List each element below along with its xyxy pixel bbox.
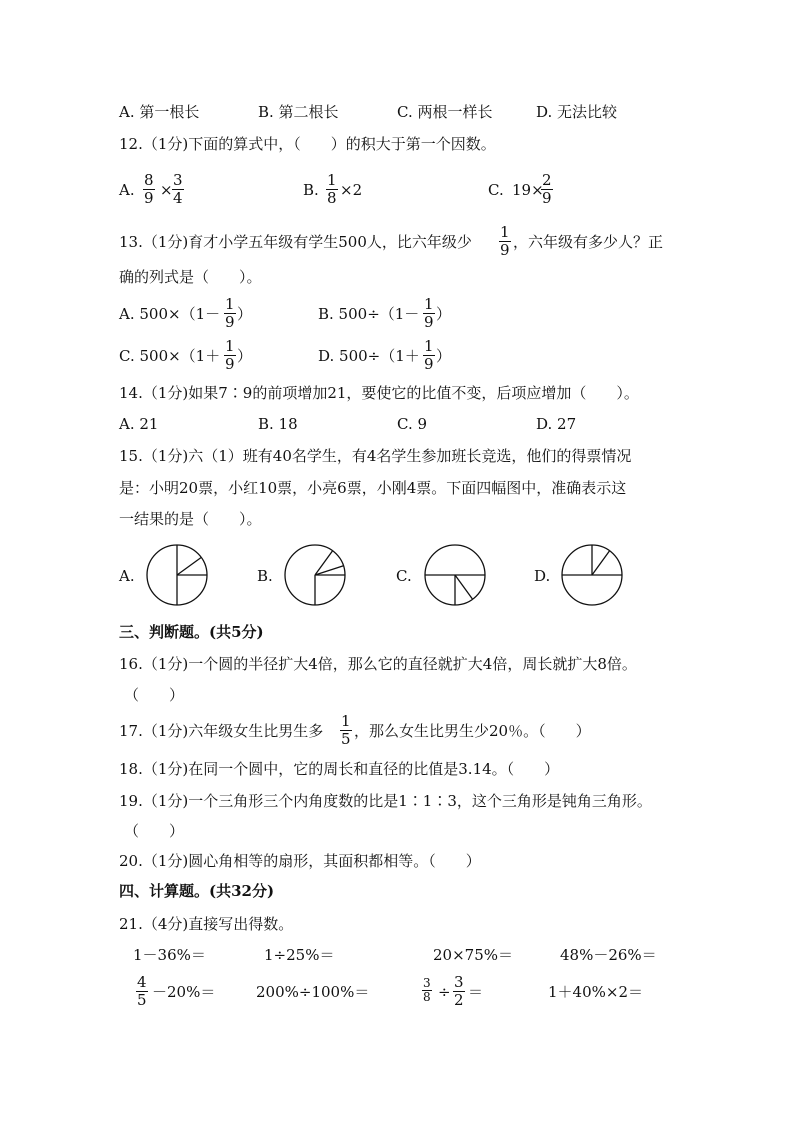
q13-d-frac xyxy=(423,338,435,373)
q12-stem: 12.（1分)下面的算式中，（ ）的积大于第一个因数。 xyxy=(119,135,496,153)
q14-option-c[interactable]: C. 9 xyxy=(397,415,428,433)
pie-chart-c xyxy=(423,543,487,607)
q13-a-frac xyxy=(224,296,236,331)
q13-c-pre: C. 500×（1＋ xyxy=(119,347,221,365)
denominator: 2 xyxy=(454,991,464,1009)
calc-post: ＝ xyxy=(468,983,484,1001)
q21-stem: 21.（4分)直接写出得数。 xyxy=(119,915,294,933)
denominator: 9 xyxy=(225,355,235,373)
numerator: 1 xyxy=(424,337,434,355)
q17-post: ，那么女生比男生少20％。（ ） xyxy=(354,722,591,740)
divide-sign: ÷ xyxy=(438,983,451,1001)
calc-frac-small xyxy=(422,977,432,1004)
numerator: 4 xyxy=(137,973,147,991)
q17-pre: 17.（1分)六年级女生比男生多 xyxy=(119,722,324,740)
q17-frac xyxy=(340,713,352,748)
denominator: 9 xyxy=(225,313,235,331)
q15-b-label: B. xyxy=(257,567,273,585)
q13-c-post: ） xyxy=(237,347,253,365)
calc-frac xyxy=(136,974,148,1009)
q12-c-frac xyxy=(541,172,553,207)
denominator: 9 xyxy=(500,241,510,259)
q14-option-b[interactable]: B. 18 xyxy=(258,415,298,433)
numerator: 1 xyxy=(225,337,235,355)
q13-a-pre: A. 500×（1－ xyxy=(119,305,221,323)
q15-c-label: C. xyxy=(396,567,412,585)
calc-item: 1－36%＝ xyxy=(133,946,206,964)
q13-line1: 13.（1分)育才小学五年级有学生500人，比六年级少 xyxy=(119,233,472,251)
denominator: 9 xyxy=(424,313,434,331)
denominator: 4 xyxy=(173,189,183,207)
q12-c-label: C. xyxy=(488,181,504,199)
numerator: 1 xyxy=(500,223,510,241)
denominator: 8 xyxy=(327,189,337,207)
q12-a-frac1 xyxy=(143,172,155,207)
times-sign: × xyxy=(160,181,173,199)
pie-chart-a xyxy=(145,543,209,607)
denominator: 9 xyxy=(424,355,434,373)
q20-text: 20.（1分)圆心角相等的扇形，其面积都相等。（ ） xyxy=(119,852,481,870)
q16-answer-blank[interactable]: （ ） xyxy=(124,686,185,704)
q18-text: 18.（1分)在同一个圆中，它的周长和直径的比值是3.14。（ ） xyxy=(119,760,560,778)
q13-line2: 确的列式是（ ）。 xyxy=(119,268,262,286)
numerator: 3 xyxy=(173,171,183,189)
q13-a-post: ） xyxy=(237,305,253,323)
numerator: 2 xyxy=(542,171,552,189)
q15-d-label: D. xyxy=(534,567,551,585)
denominator: 5 xyxy=(137,991,147,1009)
q13-c-frac xyxy=(224,338,236,373)
denominator: 8 xyxy=(423,990,431,1004)
q11-option-b[interactable]: B. 第二根长 xyxy=(258,103,339,121)
q13-b-pre: B. 500÷（1－ xyxy=(318,305,420,323)
numerator: 3 xyxy=(454,973,464,991)
q13-d-pre: D. 500÷（1＋ xyxy=(318,347,420,365)
q11-option-d[interactable]: D. 无法比较 xyxy=(536,103,618,121)
q15-line1: 15.（1分)六（1）班有40名学生，有4名学生参加班长竞选，他们的得票情况 xyxy=(119,447,632,465)
pie-chart-b xyxy=(283,543,347,607)
q12-a-frac2 xyxy=(172,172,184,207)
calc-post: －20%＝ xyxy=(152,983,216,1001)
q13-line1-tail: ，六年级有多少人？正 xyxy=(513,233,664,251)
calc-item: 20×75%＝ xyxy=(433,946,513,964)
section-4-title: 四、计算题。(共32分) xyxy=(119,882,275,900)
numerator: 1 xyxy=(225,295,235,313)
numerator: 8 xyxy=(144,171,154,189)
denominator: 5 xyxy=(341,730,351,748)
denominator: 9 xyxy=(542,189,552,207)
q13-b-frac xyxy=(423,296,435,331)
q19-line1: 19.（1分)一个三角形三个内角度数的比是1∶1∶3，这个三角形是钝角三角形。 xyxy=(119,792,652,810)
section-3-title: 三、判断题。(共5分) xyxy=(119,623,264,641)
q12-a-label: A. xyxy=(119,181,135,199)
numerator: 1 xyxy=(341,712,351,730)
q13-frac xyxy=(499,224,511,259)
q19-answer-blank[interactable]: （ ） xyxy=(124,822,185,840)
q14-stem: 14.（1分)如果7∶9的前项增加21，要使它的比值不变，后项应增加（ ）。 xyxy=(119,384,639,402)
q12-b-frac xyxy=(326,172,338,207)
calc-frac xyxy=(453,974,465,1009)
pie-chart-d xyxy=(560,543,624,607)
q14-option-d[interactable]: D. 27 xyxy=(536,415,577,433)
calc-item: 1＋40%×2＝ xyxy=(548,983,643,1001)
q14-option-a[interactable]: A. 21 xyxy=(119,415,159,433)
numerator: 3 xyxy=(423,976,431,990)
q12-b-label: B. xyxy=(303,181,319,199)
q13-d-post: ） xyxy=(436,347,452,365)
q12-b-tail: ×2 xyxy=(340,181,363,199)
denominator: 9 xyxy=(144,189,154,207)
q15-a-label: A. xyxy=(119,567,135,585)
calc-item: 1÷25%＝ xyxy=(264,946,335,964)
q15-line2: 是：小明20票，小红10票，小亮6票，小刚4票。下面四幅图中，准确表示这 xyxy=(119,479,627,497)
q11-option-a[interactable]: A. 第一根长 xyxy=(119,103,200,121)
q12-c-pre: 19× xyxy=(512,181,544,199)
calc-item: 48%－26%＝ xyxy=(560,946,657,964)
q11-option-c[interactable]: C. 两根一样长 xyxy=(397,103,493,121)
numerator: 1 xyxy=(424,295,434,313)
q15-line3: 一结果的是（ ）。 xyxy=(119,510,262,528)
q13-b-post: ） xyxy=(436,305,452,323)
calc-item: 200%÷100%＝ xyxy=(256,983,370,1001)
q16-line1: 16.（1分)一个圆的半径扩大4倍，那么它的直径就扩大4倍，周长就扩大8倍。 xyxy=(119,655,637,673)
numerator: 1 xyxy=(327,171,337,189)
